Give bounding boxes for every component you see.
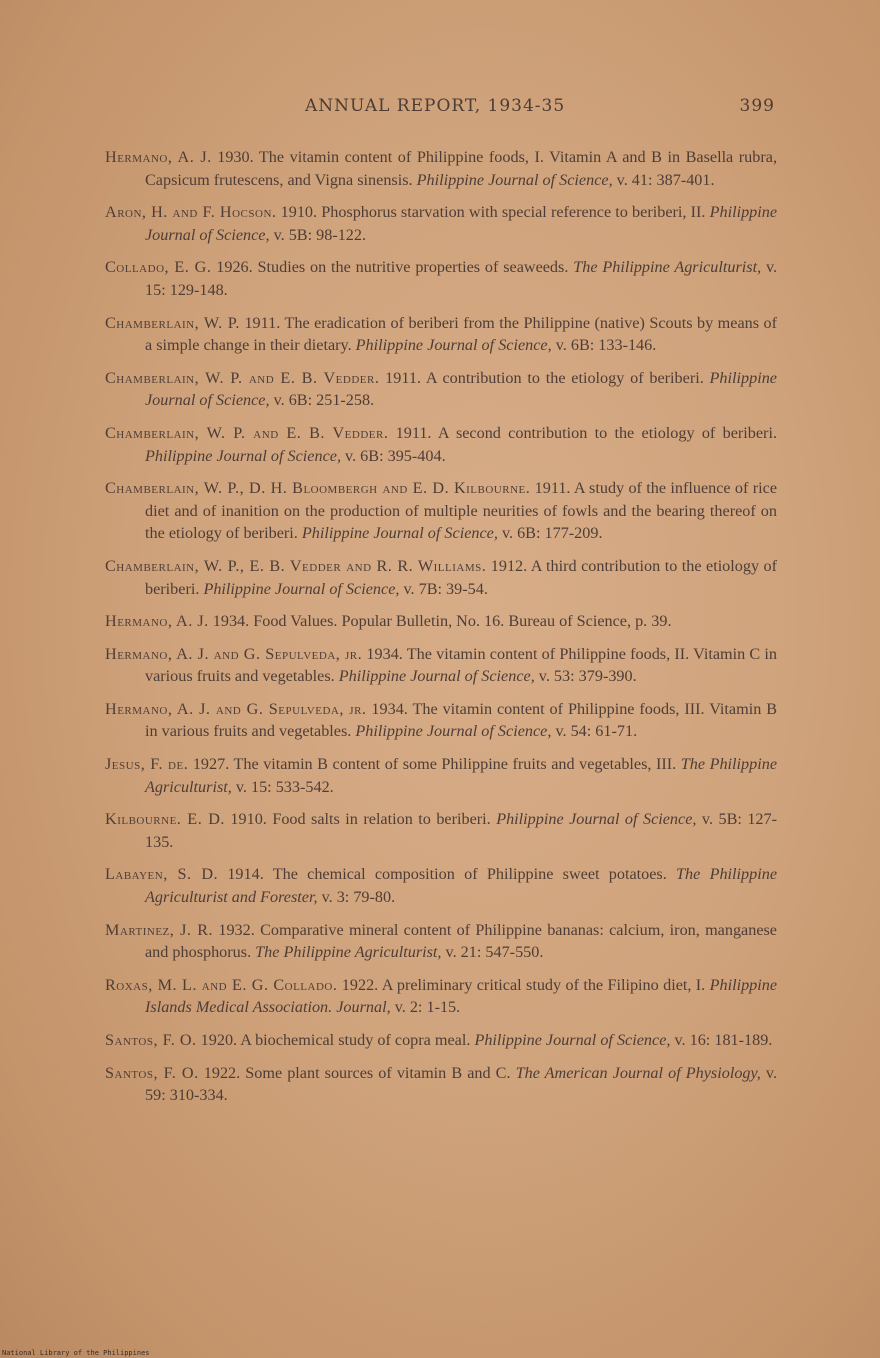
entry-author: Hermano, A. J. (105, 148, 212, 166)
entry-journal: Philippine Journal of Science, (301, 524, 498, 543)
bibliography-entry (105, 643, 777, 688)
entry-title: Food salts in relation to beriberi. (272, 810, 491, 829)
entry-title: Phosphorus starvation with special reference to beriberi, II. (321, 203, 706, 222)
entry-journal: Philippine Journal of Science, (145, 368, 777, 410)
entry-citation: v. 21: 547-550. (445, 943, 544, 962)
entry-title: The vitamin content of Philippine foods, I. Vitamin A and B in Basella rubra, Capsicum frutescens, and Vigna sinensis. (145, 148, 777, 189)
bibliography-entry (105, 256, 777, 301)
entry-journal: The Philippine Agriculturist, (145, 755, 778, 796)
entry-citation: v. 2: 1-15. (394, 998, 461, 1017)
entry-year: 1910. (230, 810, 267, 829)
entry-author: Hermano, A. J. and G. Sepulveda, jr. (105, 644, 363, 663)
entry-title: A preliminary critical study of the Filipino diet, I. (381, 975, 706, 994)
entry-journal: The Philippine Agriculturist and Forester, (145, 865, 778, 907)
bibliography-entry (105, 610, 777, 633)
entry-author: Chamberlain, W. P., D. H. Bloombergh and E. D. Kilbourne. (105, 479, 531, 498)
entry-journal: Philippine Journal of Science, (145, 446, 341, 465)
entry-year: 1922. (203, 1063, 241, 1082)
entry-journal: Philippine Journal of Science, (474, 1031, 671, 1049)
bibliography-entry (105, 422, 777, 467)
bibliography-entry (105, 555, 777, 600)
entry-citation: v. 5B: 127-135. (145, 810, 778, 851)
entry-author: Chamberlain, W. P. and E. B. Vedder. (105, 423, 389, 442)
bibliography-entry (105, 753, 777, 798)
entry-journal: The Philippine Agriculturist, (255, 943, 442, 962)
entry-author: Martinez, J. R. (105, 920, 214, 939)
entry-citation: v. 15: 129-148. (145, 258, 778, 299)
bibliography-entry (105, 312, 777, 357)
bibliography-entry (105, 146, 777, 191)
header-title: ANNUAL REPORT, 1934-35 (305, 96, 566, 116)
entry-title: The vitamin content of Philippine foods, II. Vitamin C in various fruits and vegetables. (145, 644, 778, 686)
entry-year: 1934. (212, 612, 250, 631)
entry-year: 1911. (395, 423, 432, 442)
entry-journal: Philippine Islands Medical Association. Journal, (145, 975, 778, 1017)
entry-title: The eradication of beriberi from the Philippine (native) Scouts by means of a simple change in their dietary. (145, 313, 777, 355)
page-number: 399 (739, 96, 775, 116)
entry-author: Aron, H. and F. Hocson. (105, 203, 277, 222)
entry-title: The vitamin content of Philippine foods, III. Vitamin B in various fruits and vegetables. (145, 699, 778, 741)
entry-year: 1934. (366, 644, 403, 663)
bibliography-entry (105, 477, 777, 545)
entry-author: Chamberlain, W. P., E. B. Vedder and R. R. Williams. (105, 556, 487, 575)
entry-title: The vitamin B content of some Philippine fruits and vegetables, III. (233, 755, 677, 774)
bibliography-entry (105, 1029, 777, 1052)
entry-author: Santos, F. O. (105, 1031, 197, 1049)
entry-title: Comparative mineral content of Philippine bananas: calcium, iron, manganese and phosphorus. (145, 920, 777, 962)
entry-journal: The American Journal of Physiology, (515, 1063, 761, 1082)
entry-title: A second contribution to the etiology of beriberi. (437, 423, 777, 442)
entry-year: 1932. (218, 920, 255, 939)
entry-year: 1927. (192, 755, 230, 774)
entry-citation: v. 6B: 133-146. (555, 336, 657, 355)
entry-author: Jesus, F. de. (105, 755, 189, 774)
entry-title: A biochemical study of copra meal. (240, 1031, 471, 1049)
entry-year: 1926. (216, 258, 253, 277)
entry-author: Hermano, A. J. (105, 612, 209, 631)
entry-journal: Philippine Journal of Science, (203, 579, 400, 598)
library-credit: National Library of the Philippines (2, 1349, 150, 1357)
entry-journal: Philippine Journal of Science, (355, 722, 552, 741)
entry-year: 1912. (490, 556, 528, 575)
entry-year: 1911. (534, 479, 571, 498)
entry-year: 1911. (385, 368, 421, 387)
bibliography-entry (105, 919, 777, 964)
entry-journal: The Philippine Agriculturist, (573, 258, 762, 277)
entry-citation: v. 7B: 39-54. (403, 579, 488, 598)
entry-citation: v. 6B: 177-209. (501, 524, 603, 543)
entry-citation: v. 3: 79-80. (321, 888, 396, 907)
entry-citation: v. 16: 181-189. (674, 1031, 773, 1049)
entry-author: Kilbourne. E. D. (105, 810, 225, 829)
entry-citation: v. 15: 533-542. (235, 777, 334, 796)
entry-citation: v. 41: 387-401. (616, 170, 715, 189)
entry-title: Food Values. Popular Bulletin, No. 16. Bureau of Science, p. 39. (253, 612, 672, 631)
entry-year: 1910. (280, 203, 318, 222)
entry-journal: Philippine Journal of Science, (496, 810, 697, 829)
entry-year: 1920. (200, 1031, 238, 1049)
bibliography-entry (105, 201, 777, 246)
entry-journal: Philippine Journal of Science, (355, 336, 552, 355)
entry-title: Some plant sources of vitamin B and C. (245, 1063, 511, 1082)
entry-author: Hermano, A. J. and G. Sepulveda, jr. (105, 699, 367, 718)
entry-author: Santos, F. O. (105, 1063, 199, 1082)
entry-year: 1911. (244, 313, 281, 332)
bibliography-entry (105, 863, 777, 908)
entry-journal: Philippine Journal of Science, (416, 170, 613, 189)
bibliography-entry (105, 367, 777, 412)
bibliography-entry (105, 974, 777, 1019)
entry-author: Collado, E. G. (105, 258, 212, 277)
entry-citation: v. 53: 379-390. (538, 667, 637, 686)
entry-title: Studies on the nutritive properties of seaweeds. (257, 258, 569, 277)
entry-year: 1922. (341, 975, 379, 994)
entry-year: 1934. (371, 699, 408, 718)
running-header (100, 96, 775, 122)
entry-journal: Philippine Journal of Science, (338, 667, 535, 686)
bibliography-entry (105, 698, 777, 743)
entry-author: Chamberlain, W. P. and E. B. Vedder. (105, 368, 380, 387)
entry-year: 1930. (217, 148, 254, 166)
entry-citation: v. 6B: 251-258. (273, 391, 375, 410)
entry-title: A study of the influence of rice diet and of inanition on the production of multiple neurities of fowls and the bearing thereof on the etiology of beriberi. (145, 479, 778, 543)
bibliography-entry (105, 808, 777, 853)
entry-citation: v. 54: 61-71. (555, 722, 638, 741)
entry-journal: Philippine Journal of Science, (145, 203, 778, 244)
entry-title: The chemical composition of Philippine sweet potatoes. (272, 865, 667, 884)
entry-author: Labayen, S. D. (105, 865, 219, 884)
bibliography-entry (105, 1062, 777, 1107)
entry-author: Roxas, M. L. and E. G. Collado. (105, 975, 338, 994)
entry-citation: v. 6B: 395-404. (345, 446, 446, 465)
entry-title: A contribution to the etiology of beriberi. (425, 368, 704, 387)
entry-title: A third contribution to the etiology of beriberi. (145, 556, 778, 598)
entry-author: Chamberlain, W. P. (105, 313, 240, 332)
entry-citation: v. 5B: 98-122. (273, 225, 367, 244)
entry-year: 1914. (227, 865, 264, 884)
bibliography-list (105, 146, 777, 1117)
entry-citation: v. 59: 310-334. (145, 1063, 778, 1105)
